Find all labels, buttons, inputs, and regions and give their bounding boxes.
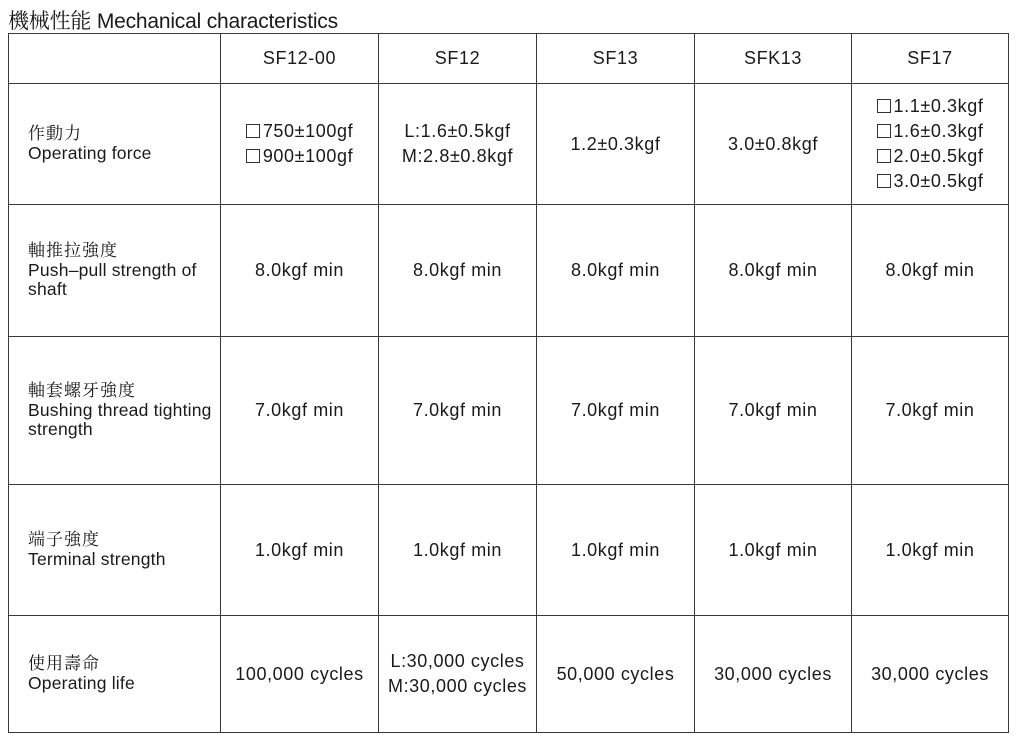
table-cell [221, 205, 379, 337]
checkbox-icon [246, 149, 260, 163]
table-cell [852, 616, 1009, 733]
table-cell [852, 205, 1009, 337]
option-value: 1.1±0.3kgf [893, 96, 984, 116]
cell-value: 1.0kgf min [254, 539, 345, 560]
row-label-zh: 使用壽命 [28, 654, 100, 674]
table-cell [695, 485, 852, 616]
row-label [9, 337, 221, 485]
cell-value: 7.0kgf min [570, 400, 661, 420]
option-line [223, 144, 376, 169]
cell-value: 30,000 cycles [871, 663, 989, 684]
cell-value: 8.0kgf min [885, 260, 975, 280]
checkbox-icon [877, 124, 891, 138]
option-value: 750±100gf [262, 121, 354, 141]
cell-value: M:30,000 cycles [387, 676, 528, 696]
cell-value: 1.0kgf min [412, 539, 503, 560]
table-header-row [9, 34, 1009, 84]
row-label-zh: 端子強度 [28, 530, 100, 550]
row-label-en: Bushing thread tighting strength [28, 400, 212, 439]
cell-value: 8.0kgf min [570, 260, 661, 280]
row-label [9, 616, 221, 733]
cell-value: 7.0kgf min [412, 400, 503, 420]
table-cell [537, 205, 695, 337]
row-label-en: Push–pull strength of shaft [28, 260, 197, 299]
cell-value: 100,000 cycles [235, 663, 364, 684]
option-line [223, 119, 376, 144]
table-row-operating-force [9, 84, 1009, 205]
table-cell [379, 84, 537, 205]
cell-value: M:2.8±0.8kgf [401, 146, 514, 166]
cell-value: 7.0kgf min [728, 400, 818, 420]
option-line [854, 119, 1006, 144]
header-corner-cell [9, 34, 221, 84]
table-row-bushing-thread-strength [9, 337, 1009, 485]
cell-value: 7.0kgf min [885, 400, 975, 420]
column-header: SF12 [379, 34, 537, 84]
cell-value: L:30,000 cycles [390, 651, 525, 671]
cell-value: 7.0kgf min [254, 400, 345, 420]
row-label-zh: 軸套螺牙強度 [28, 381, 136, 401]
table-cell [695, 205, 852, 337]
page-title: 機械性能 Mechanical characteristics [8, 10, 338, 33]
checkbox-icon [877, 99, 891, 113]
row-label-en: Terminal strength [28, 549, 166, 569]
table-row-operating-life [9, 616, 1009, 733]
option-line [854, 94, 1006, 119]
table-row-push-pull-strength [9, 205, 1009, 337]
table-cell [537, 337, 695, 485]
cell-value: 1.0kgf min [885, 539, 975, 560]
column-header: SF13 [537, 34, 695, 84]
table-cell [537, 485, 695, 616]
table-cell [852, 485, 1009, 616]
option-value: 1.6±0.3kgf [893, 121, 984, 141]
option-line [854, 144, 1006, 169]
table-cell [852, 337, 1009, 485]
table-cell [221, 485, 379, 616]
row-label [9, 84, 221, 205]
cell-value: 1.0kgf min [728, 539, 818, 560]
row-label [9, 485, 221, 616]
table-cell [695, 84, 852, 205]
table-cell [852, 84, 1009, 205]
row-label-en: Operating life [28, 673, 135, 693]
option-line [854, 169, 1006, 194]
table-row-terminal-strength [9, 485, 1009, 616]
cell-value: L:1.6±0.5kgf [404, 121, 511, 141]
checkbox-icon [877, 174, 891, 188]
table-cell [379, 616, 537, 733]
option-value: 900±100gf [262, 146, 354, 166]
cell-value: 30,000 cycles [714, 663, 832, 684]
table-cell [695, 616, 852, 733]
table-cell [221, 84, 379, 205]
table-cell [379, 485, 537, 616]
column-header: SF17 [852, 34, 1009, 84]
row-label-en: Operating force [28, 143, 152, 163]
table-cell [695, 337, 852, 485]
cell-value: 1.2±0.3kgf [570, 133, 661, 154]
table-cell [379, 337, 537, 485]
row-label-zh: 軸推拉強度 [28, 241, 118, 261]
cell-value: 8.0kgf min [412, 260, 503, 280]
table-cell [379, 205, 537, 337]
checkbox-icon [246, 124, 260, 138]
cell-value: 50,000 cycles [556, 663, 675, 684]
table-cell [537, 84, 695, 205]
cell-value: 8.0kgf min [254, 260, 345, 280]
table-cell [221, 337, 379, 485]
column-header: SF12-00 [221, 34, 379, 84]
mechanical-characteristics-table [8, 33, 1009, 733]
option-value: 2.0±0.5kgf [893, 146, 984, 166]
row-label-zh: 作動力 [28, 124, 82, 144]
table-cell [537, 616, 695, 733]
cell-value: 3.0±0.8kgf [728, 133, 818, 154]
table-cell [221, 616, 379, 733]
row-label [9, 205, 221, 337]
checkbox-icon [877, 149, 891, 163]
column-header: SFK13 [695, 34, 852, 84]
cell-value: 8.0kgf min [728, 260, 818, 280]
cell-value: 1.0kgf min [570, 539, 661, 560]
option-value: 3.0±0.5kgf [893, 171, 984, 191]
